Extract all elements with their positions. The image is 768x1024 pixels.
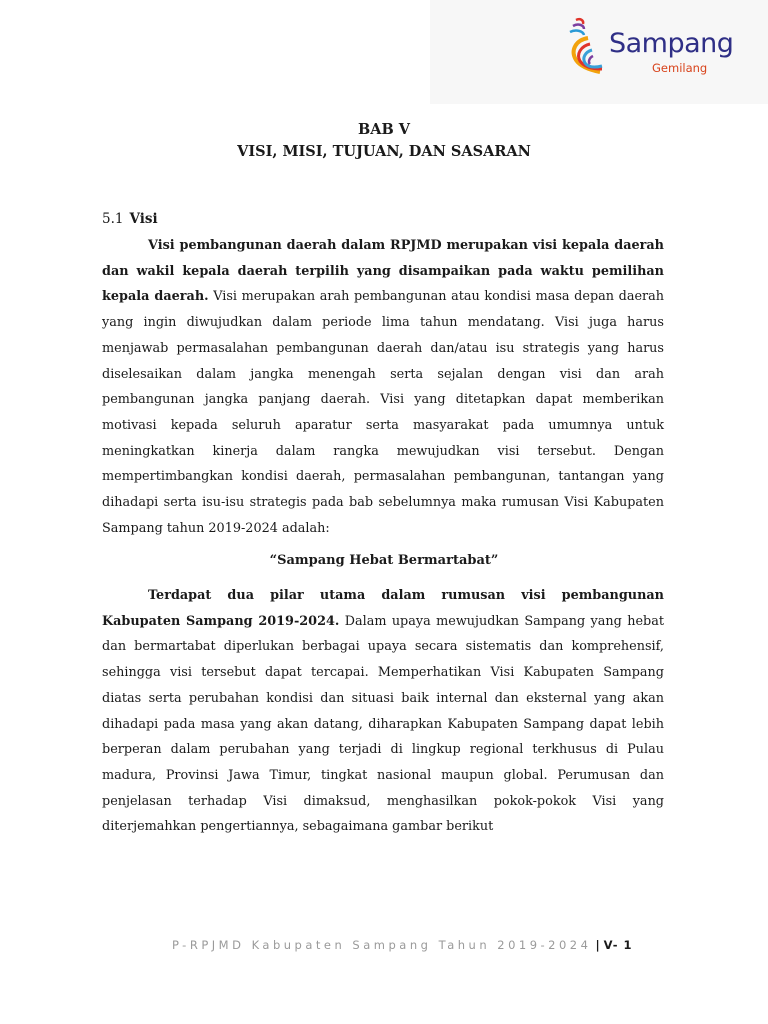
paragraph-visi-intro-bold: Visi pembangunan daerah dalam RPJMD merupakan visi kepala daerah dan wakil kepala daerah terpilih yang disampaikan pada waktu pemilihan kepala daerah.: [102, 238, 664, 305]
paragraph-visi-pillars-text: Dalam upaya mewujudkan Sampang yang hebat dan bermartabat diperlukan berbagai upaya secara sistematis dan komprehensif, sehingga visi tersebut dapat tercapai. Memperhatikan Visi Kabupaten Sampang diatas serta perubahan kondisi dan situasi baik internal dan eksternal yang akan dihadapi pada masa yang akan datang, diharapkan Kabupaten Sampang dapat lebih berperan dalam perubahan yang terjadi di lingkup regional terkhusus di Pulau madura, Provinsi Jawa Timur, tingkat nasional maupun global. Perumusan dan penjelasan terhadap Visi dimaksud, menghasilkan pokok-pokok Visi yang diterjemahkan pengertiannya, sebagaimana gambar berikut: [102, 613, 664, 835]
section-title: Visi: [129, 211, 158, 227]
footer-document-title: P-RPJMD Kabupaten Sampang Tahun 2019-2024: [172, 938, 592, 952]
chapter-heading: BAB V: [357, 121, 411, 138]
sampang-logo-icon: [566, 14, 606, 84]
footer-separator: |: [595, 938, 600, 952]
chapter-title: VISI, MISI, TUJUAN, DAN SASARAN: [237, 143, 531, 160]
section-heading: [102, 213, 158, 227]
paragraph-visi-pillars-bold: Terdapat dua pilar utama dalam rumusan visi pembangunan Kabupaten Sampang 2019-2024.: [102, 588, 664, 629]
vision-statement: “Sampang Hebat Bermartabat”: [269, 553, 499, 568]
logo-title: Sampang: [609, 28, 734, 59]
paragraph-visi-intro-text: Visi merupakan arah pembangunan atau kondisi masa depan daerah yang ingin diwujudkan dalam periode lima tahun mendatang. Visi juga harus menjawab permasalahan pembangunan daerah dan/atau isu strategis yang harus diselesaikan dalam jangka menengah serta sejalan dengan visi dan arah pembangunan jangka panjang daerah. Visi yang ditetapkan dapat memberikan motivasi kepada seluruh aparatur serta masyarakat pada umumnya untuk meningkatkan kinerja dalam rangka mewujudkan visi tersebut. Dengan mempertimbangkan kondisi daerah, permasalahan pembangunan, tantangan yang dihadapi serta isu-isu strategis pada bab sebelumnya maka rumusan Visi Kabupaten Sampang tahun 2019-2024 adalah:: [102, 289, 665, 536]
page-footer: [172, 940, 633, 952]
section-number: 5.1: [102, 211, 124, 227]
logo-subtitle: Gemilang: [652, 61, 708, 75]
paragraph-visi-pillars: [102, 583, 664, 840]
paragraph-visi-intro: [102, 233, 664, 541]
page-number: V- 1: [603, 938, 633, 952]
